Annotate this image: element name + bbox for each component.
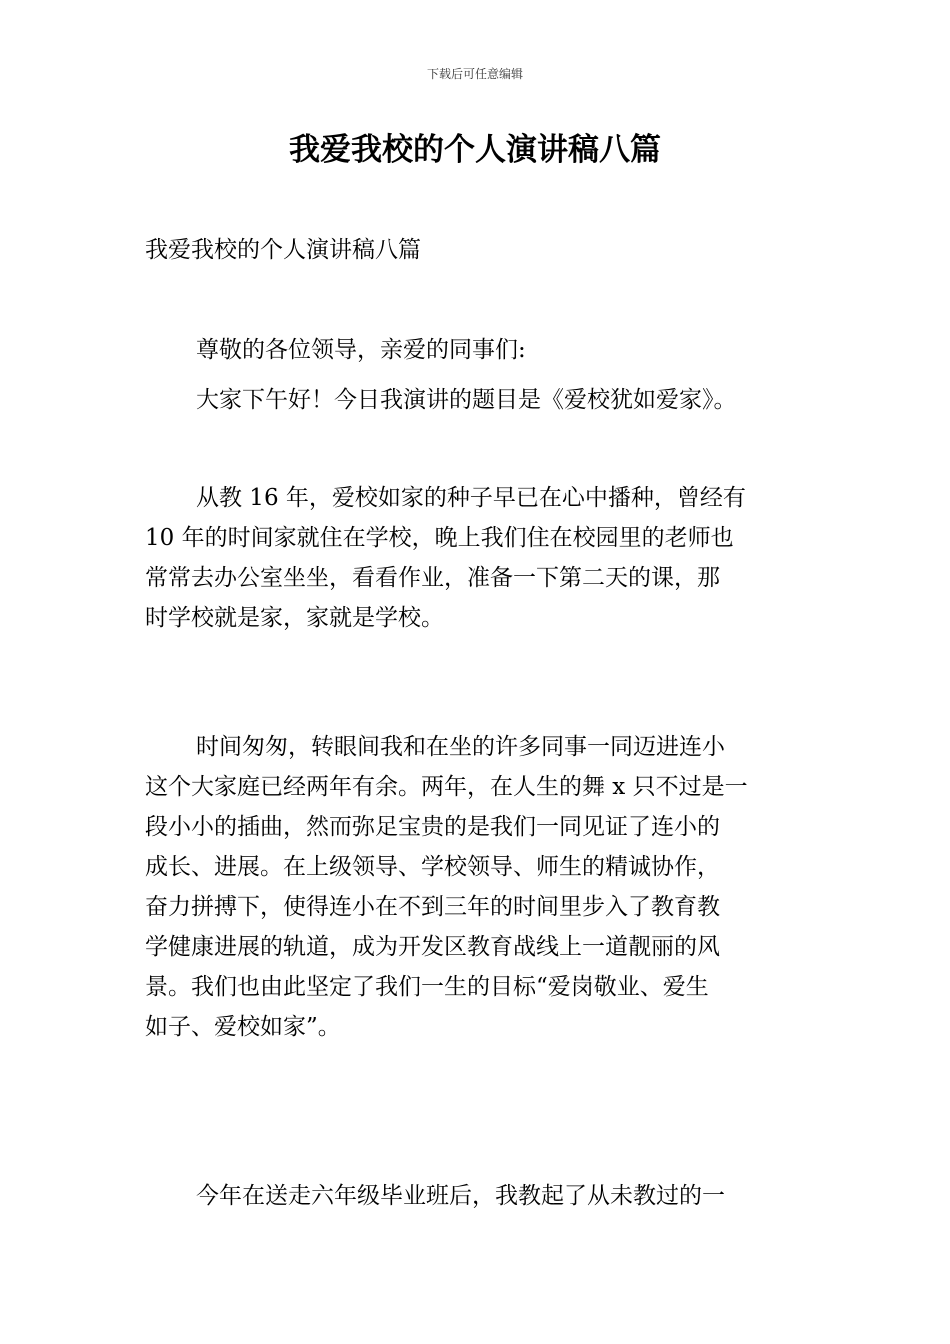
intro-paragraph bbox=[145, 380, 810, 420]
paragraph-3 bbox=[145, 1176, 810, 1216]
paragraph-line: 这个大家庭已经两年有余。两年，在人生的舞 x 只不过是一 bbox=[145, 774, 748, 800]
paragraph-line: 成长、进展。在上级领导、学校领导、师生的精诚协作， bbox=[145, 854, 720, 880]
paragraph-line: 时间匆匆，转眼间我和在坐的许多同事一同迈进连小 bbox=[196, 734, 725, 760]
intro-line: 大家下午好！今日我演讲的题目是《爱校犹如爱家》。 bbox=[196, 387, 737, 413]
greeting-paragraph bbox=[145, 330, 810, 370]
paragraph-line: 如子、爱校如家”。 bbox=[145, 1014, 341, 1040]
document-title: 我爱我校的个人演讲稿八篇 bbox=[289, 132, 661, 168]
paragraph-line: 今年在送走六年级毕业班后，我教起了从未教过的一 bbox=[196, 1183, 725, 1209]
header-note: 下载后可任意编辑 bbox=[426, 67, 523, 81]
paragraph-line: 时学校就是家，家就是学校。 bbox=[145, 605, 444, 631]
paragraph-line: 学健康进展的轨道，成为开发区教育战线上一道靓丽的风 bbox=[145, 934, 720, 960]
paragraph-1 bbox=[145, 478, 810, 638]
paragraph-line: 常常去办公室坐坐，看看作业，准备一下第二天的课，那 bbox=[145, 565, 720, 591]
paragraph-2 bbox=[145, 727, 810, 1047]
paragraph-line: 从教 16 年，爱校如家的种子早已在心中播种，曾经有 bbox=[196, 485, 746, 511]
paragraph-line: 10 年的时间家就住在学校，晚上我们住在校园里的老师也 bbox=[145, 525, 734, 551]
paragraph-line: 奋力拼搏下，使得连小在不到三年的时间里步入了教育教 bbox=[145, 894, 720, 920]
paragraph-line: 景。我们也由此坚定了我们一生的目标“爱岗敬业、爱生 bbox=[145, 974, 709, 1000]
document-subtitle: 我爱我校的个人演讲稿八篇 bbox=[145, 237, 421, 263]
paragraph-line: 段小小的插曲，然而弥足宝贵的是我们一同见证了连小的 bbox=[145, 814, 720, 840]
greeting-line: 尊敬的各位领导，亲爱的同事们: bbox=[196, 337, 526, 363]
